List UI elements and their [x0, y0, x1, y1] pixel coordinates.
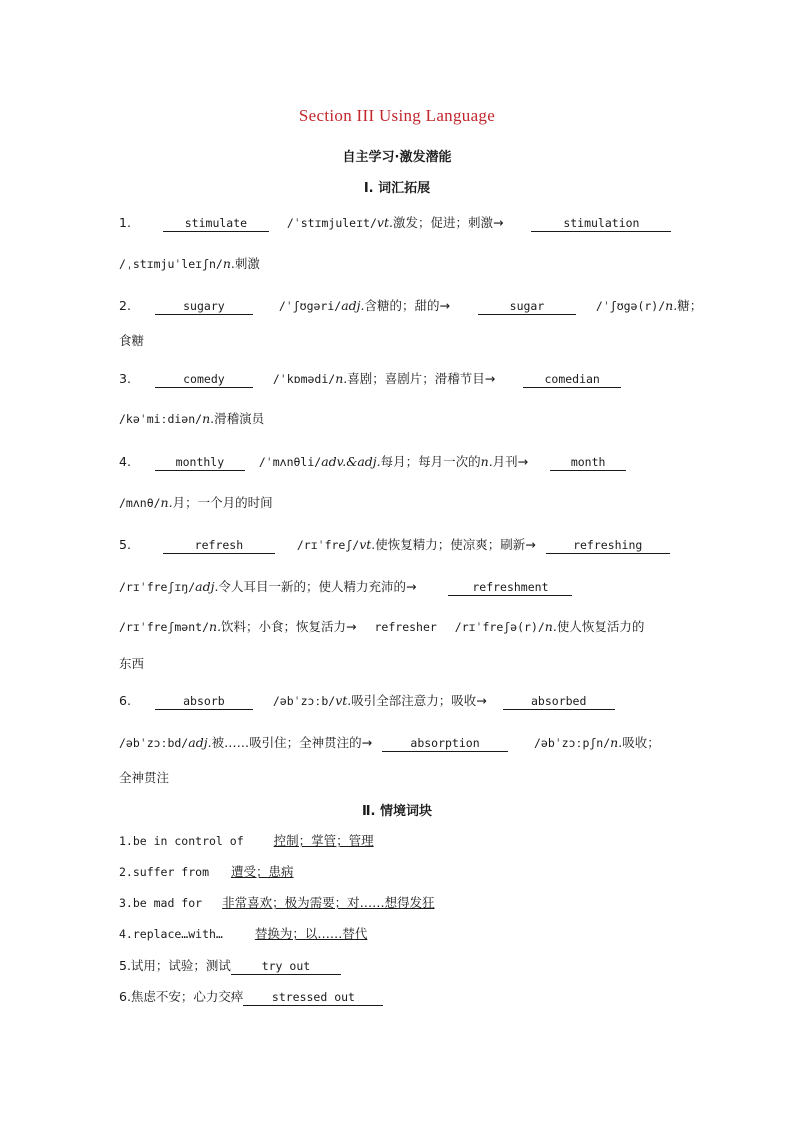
definition: 被……吸引住；全神贯注的→ — [211, 735, 373, 750]
phonetic: /əbˈzɔːpʃn/ — [533, 736, 611, 750]
phrase-item-4 — [119, 924, 367, 944]
phrase-answer: 控制；掌管；管理 — [273, 833, 374, 848]
definition: 激发；促进；刺激→ — [392, 215, 504, 230]
item-number: 4. — [119, 454, 131, 469]
answer-blank: comedy — [155, 372, 253, 388]
vocab-item-5-cont2 — [119, 617, 644, 637]
answer-blank: stimulate — [163, 216, 269, 232]
definition: 食糖 — [119, 333, 145, 348]
phrase-prompt: 6.焦虑不安；心力交瘁 — [119, 989, 244, 1004]
vocab-item-1 — [119, 213, 671, 233]
vocab-item-1-cont — [119, 254, 260, 274]
definition: 喜剧；喜剧片；滑稽节目→ — [347, 371, 496, 386]
definition: 饮料；小食；恢复活力→ — [221, 619, 357, 634]
vocab-item-6-cont — [119, 733, 660, 753]
definition: 含糖的；甜的→ — [364, 298, 450, 313]
phonetic: /əbˈzɔːb/ — [272, 694, 336, 708]
answer-blank: stressed out — [243, 990, 383, 1006]
part2-heading: Ⅱ. 情境词块 — [361, 804, 433, 819]
definition: 糖； — [677, 298, 703, 313]
phrase-prompt: 4.replace…with… — [119, 927, 223, 941]
phrase-prompt: 5.试用；试验；测试 — [119, 958, 231, 973]
item-number: 2. — [119, 298, 131, 313]
part-of-speech: n. — [480, 454, 493, 469]
phrase-item-1 — [119, 831, 374, 851]
phrase-prompt: 1.be in control of — [119, 834, 244, 848]
definition: 令人耳目一新的；使人精力充沛的→ — [218, 579, 417, 594]
answer-blank: refreshing — [546, 538, 670, 554]
phonetic: /ˌstɪmjuˈleɪʃn/ — [119, 257, 223, 271]
item-number: 5. — [119, 537, 131, 552]
answer-blank: refresh — [163, 538, 275, 554]
part1-heading: Ⅰ. 词汇拓展 — [363, 181, 431, 196]
answer-blank: sugar — [478, 299, 576, 315]
part-of-speech: n. — [335, 371, 348, 386]
section-subtitle: 自主学习·激发潜能 — [342, 150, 452, 165]
answer-blank: stimulation — [531, 216, 671, 232]
part-of-speech: adj. — [195, 579, 219, 594]
answer-blank: absorb — [155, 694, 253, 710]
page-title: Section III Using Language — [298, 106, 496, 125]
part-of-speech: adj. — [341, 298, 365, 313]
vocab-item-6-cont2 — [119, 768, 169, 788]
definition: 月；一个月的时间 — [172, 495, 273, 510]
phonetic: /rɪˈfreʃ/ — [296, 538, 360, 552]
vocab-item-3 — [119, 369, 621, 389]
item-number: 1. — [119, 215, 131, 230]
vocab-item-4-cont — [119, 493, 273, 513]
part-of-speech: vt. — [335, 693, 352, 708]
part-of-speech: n. — [544, 619, 557, 634]
definition: 滑稽演员 — [214, 411, 265, 426]
answer-blank: absorption — [382, 736, 508, 752]
definition: 全神贯注 — [119, 770, 170, 785]
phonetic: /ˈkɒmədi/ — [272, 372, 336, 386]
phrase-item-5 — [119, 956, 341, 976]
definition: 吸引全部注意力；吸收→ — [351, 693, 487, 708]
part-of-speech: n. — [160, 495, 173, 510]
vocab-item-2-cont — [119, 331, 144, 351]
phrase-prompt: 2.suffer from — [119, 865, 210, 879]
vocab-item-5-cont — [119, 577, 572, 597]
answer-text: refresher — [374, 620, 437, 634]
phrase-prompt: 3.be mad for — [119, 896, 203, 910]
vocab-item-5 — [119, 535, 670, 555]
phrase-answer: 非常喜欢；极为需要；对……想得发狂 — [222, 895, 435, 910]
part-of-speech: n. — [665, 298, 678, 313]
part-of-speech: n. — [209, 619, 222, 634]
answer-blank: absorbed — [503, 694, 615, 710]
vocab-item-6 — [119, 691, 615, 711]
answer-blank: comedian — [523, 372, 621, 388]
vocab-item-2 — [119, 296, 702, 316]
phrase-answer: 替换为；以……替代 — [254, 926, 368, 941]
phonetic: /ˈʃʊgəri/ — [278, 299, 342, 313]
item-number: 6. — [119, 693, 131, 708]
phonetic: /əbˈzɔːbd/ — [119, 736, 189, 750]
item-number: 3. — [119, 371, 131, 386]
phonetic: /rɪˈfreʃɪŋ/ — [119, 580, 196, 594]
part-of-speech: n. — [610, 735, 623, 750]
definition: 使恢复精力；使凉爽；刷新→ — [375, 537, 536, 552]
vocab-item-3-cont — [119, 409, 264, 429]
phrase-item-6 — [119, 987, 383, 1007]
definition: 东西 — [119, 656, 145, 671]
definition: 吸收； — [622, 735, 660, 750]
answer-blank: sugary — [155, 299, 253, 315]
part-of-speech: n. — [222, 256, 235, 271]
phonetic: /mʌnθ/ — [119, 496, 161, 510]
phonetic: /ˈʃʊgə(r)/ — [595, 299, 666, 313]
answer-blank: try out — [231, 959, 341, 975]
phonetic: /rɪˈfreʃmənt/ — [119, 620, 210, 634]
phrase-item-2 — [119, 862, 294, 882]
part-of-speech: vt. — [359, 537, 376, 552]
vocab-item-4 — [119, 452, 626, 472]
part-of-speech: adj. — [188, 735, 212, 750]
definition: 月刊→ — [492, 454, 529, 469]
answer-blank: monthly — [155, 455, 245, 471]
part-of-speech: n. — [202, 411, 215, 426]
answer-blank: month — [550, 455, 626, 471]
part-of-speech: adv.&adj. — [321, 454, 381, 469]
vocab-item-5-cont3 — [119, 654, 144, 674]
answer-blank: refreshment — [448, 580, 572, 596]
definition: 刺激 — [234, 256, 260, 271]
phonetic: /ˈmʌnθli/ — [258, 455, 322, 469]
phrase-item-3 — [119, 893, 435, 913]
phonetic: /ˈstɪmjuleɪt/ — [286, 216, 377, 230]
definition: 使人恢复活力的 — [556, 619, 645, 634]
definition: 每月；每月一次的 — [380, 454, 481, 469]
phonetic: /rɪˈfreʃə(r)/ — [454, 620, 545, 634]
part-of-speech: vt. — [376, 215, 393, 230]
phonetic: /kəˈmiːdiən/ — [119, 412, 203, 426]
phrase-answer: 遭受；患病 — [230, 864, 294, 879]
